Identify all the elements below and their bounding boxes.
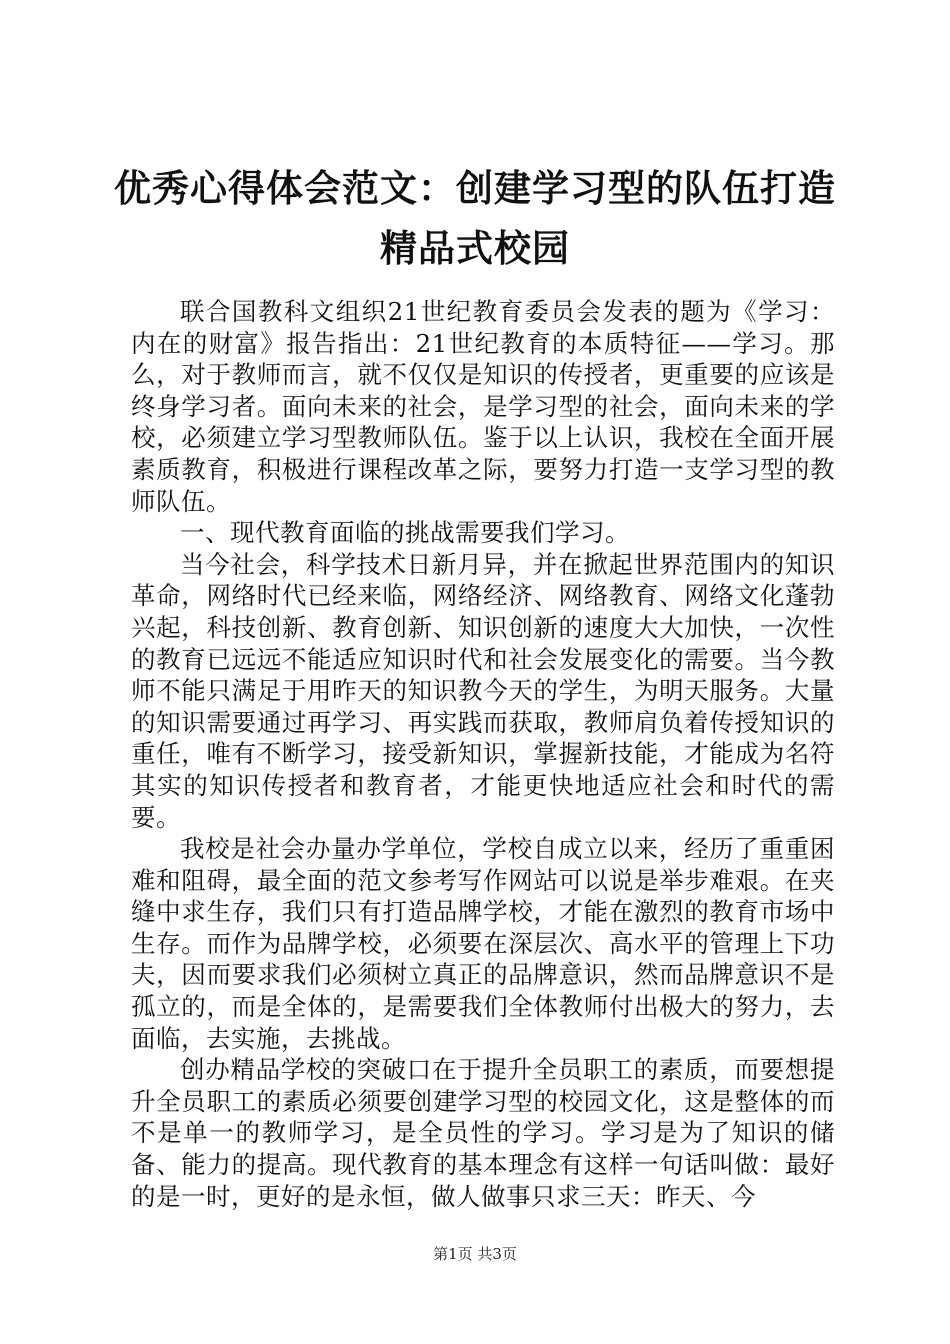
paragraph-school: 我校是社会办量办学单位，学校自成立以来，经历了重重困难和阻碍，最全面的范文参考写作网站可以说是举步难艰。在夹缝中求生存，我们只有打造品牌学校，才能在激烈的教育市场中生存。而作为品牌学校，必须要在深层次、高水平的管理上下功夫，因而要求我们必须树立真正的品牌意识，然而品牌意识不是孤立的，而是全体的，是需要我们全体教师付出极大的努力，去面临，去实施，去挑战。 — [131, 834, 835, 1053]
paragraph-challenges: 当今社会，科学技术日新月异，并在掀起世界范围内的知识革命，网络时代已经来临，网络经济、网络教育、网络文化蓬勃兴起，科技创新、教育创新、知识创新的速度大大加快，一次性的教育已远远不能适应知识时代和社会发展变化的需要。当今教师不能只满足于用昨天的知识教今天的学生，为明天服务。大量的知识需要通过再学习、再实践而获取，教师肩负着传授知识的重任，唯有不断学习，接受新知识，掌握新技能，才能成为名符其实的知识传授者和教育者，才能更快地适应社会和时代的需要。 — [131, 549, 835, 832]
page-footer: 第1页 共3页 — [433, 1245, 517, 1263]
document-title: 优秀心得体会范文：创建学习型的队伍打造精品式校园 — [114, 166, 836, 270]
document-body — [131, 296, 835, 1212]
paragraph-quality: 创办精品学校的突破口在于提升全员职工的素质，而要想提升全员职工的素质必须要创建学习型的校园文化，这是整体的而不是单一的教师学习，是全员性的学习。学习是为了知识的储备、能力的提高。现代教育的基本理念有这样一句话叫做：最好的是一时，更好的是永恒，做人做事只求三天：昨天、今 — [131, 1055, 835, 1211]
paragraph-intro: 联合国教科文组织21世纪教育委员会发表的题为《学习：内在的财富》报告指出：21世纪教育的本质特征——学习。那么，对于教师而言，就不仅仅是知识的传授者，更重要的应该是终身学习者。面向未来的社会，是学习型的社会，面向未来的学校，必须建立学习型教师队伍。鉴于以上认识，我校在全面开展素质教育，积极进行课程改革之际，要努力打造一支学习型的教师队伍。 — [131, 297, 835, 516]
section-heading-1: 一、现代教育面临的挑战需要我们学习。 — [180, 518, 630, 548]
